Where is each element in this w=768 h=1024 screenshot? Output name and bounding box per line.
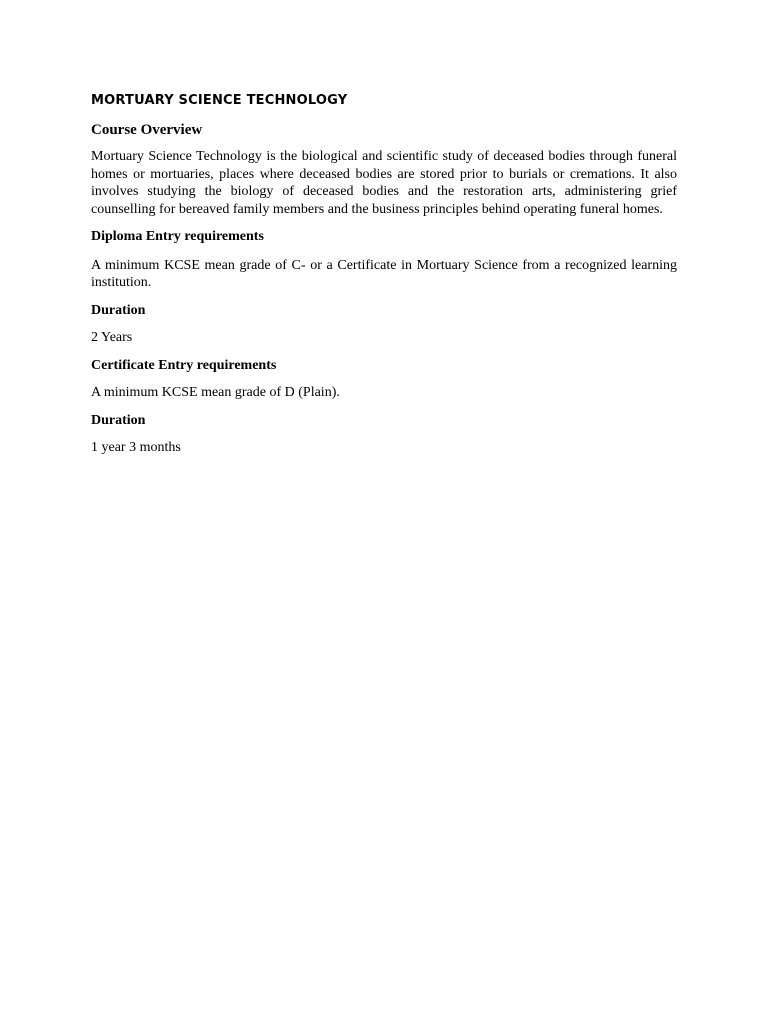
diploma-requirements-heading: Diploma Entry requirements: [91, 229, 264, 244]
diploma-requirements-text: A minimum KCSE mean grade of C- or a Certificate in Mortuary Science from a recognized learning institution.: [91, 257, 677, 290]
course-overview-heading: Course Overview: [91, 122, 203, 138]
certificate-requirements-heading: Certificate Entry requirements: [91, 357, 277, 373]
certificate-duration-heading: Duration: [91, 412, 146, 428]
diploma-duration-text: 2 Years: [91, 330, 133, 345]
course-overview-text: Mortuary Science Technology is the biological and scientific study of deceased bodies through funeral homes or mortuaries, places where deceased bodies are stored prior to burials or cremations. It also involves studying the biology of deceased bodies and the restoration arts, administering grief counselling for bereaved family members and the business principles behind operating funeral homes.: [91, 149, 677, 217]
document-title: MORTUARY SCIENCE TECHNOLOGY: [91, 93, 348, 108]
diploma-duration-heading: Duration: [91, 302, 146, 318]
certificate-duration-text: 1 year 3 months: [91, 440, 181, 455]
certificate-requirements-text: A minimum KCSE mean grade of D (Plain).: [91, 385, 340, 400]
document-body: [91, 92, 677, 457]
